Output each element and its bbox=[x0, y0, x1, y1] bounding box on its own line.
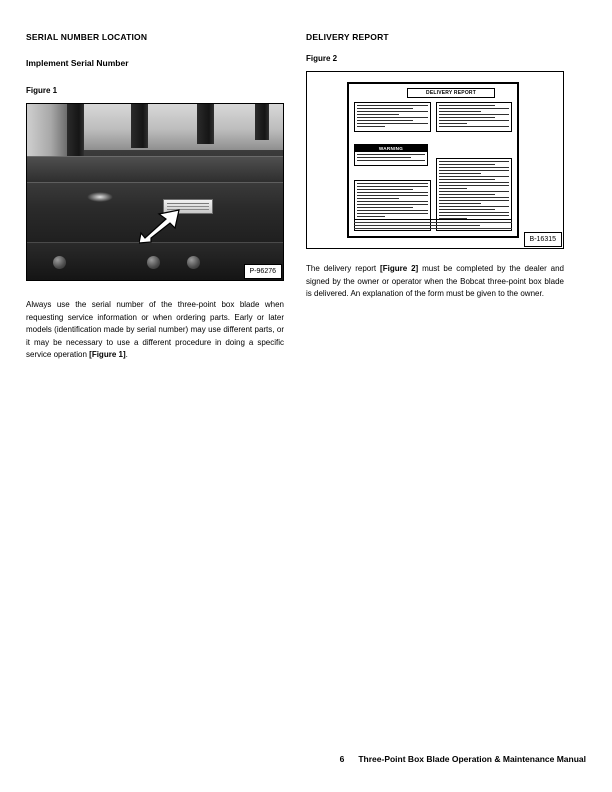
paragraph-text-part-1: Always use the serial number of the three-point box blade when requesting service information or when ordering parts. Early or later models (identification made by serial number) may use different parts, or it may be necessary to use a different procedure in doing a specific service operation bbox=[26, 300, 284, 360]
pointer-arrow-icon bbox=[139, 208, 181, 244]
form-box-top-right bbox=[436, 102, 513, 132]
delivery-report-form-title: DELIVERY REPORT bbox=[407, 88, 495, 98]
page-number: 6 bbox=[339, 754, 345, 764]
delivery-report-top-boxes bbox=[354, 102, 512, 132]
photo-post-4 bbox=[255, 104, 269, 140]
photo-specular-highlight bbox=[87, 192, 113, 202]
section-title-delivery-report: DELIVERY REPORT bbox=[306, 32, 389, 42]
paragraph-text-part-1: The delivery report bbox=[306, 264, 381, 273]
photo-bolt-3 bbox=[187, 256, 200, 269]
paragraph-text-part-2: . bbox=[125, 350, 128, 360]
form-footer-lines bbox=[354, 219, 512, 231]
manual-title: Three-Point Box Blade Operation & Maintenance Manual bbox=[358, 754, 586, 764]
section-title-serial-number-location: SERIAL NUMBER LOCATION bbox=[26, 32, 148, 42]
left-column bbox=[26, 32, 284, 362]
photo-post-3 bbox=[197, 104, 214, 144]
photo-post-1 bbox=[67, 104, 84, 156]
figure-1-code: P-96276 bbox=[244, 264, 282, 279]
delivery-report-paragraph bbox=[306, 263, 564, 301]
paragraph-text-part-2: must be completed by the dealer and signed by the owner or operator when the Bobcat three-point box blade is delivered. An explanation of the form must be given to the owner. bbox=[306, 264, 565, 299]
figure-2-reference: [Figure 2] bbox=[380, 264, 419, 273]
figure-2-illustration bbox=[306, 71, 564, 249]
warning-label: WARNING bbox=[355, 145, 427, 152]
figure-2-code: B-16315 bbox=[524, 232, 562, 247]
figure-1-photo bbox=[26, 103, 284, 281]
figure-2-label: Figure 2 bbox=[306, 54, 338, 63]
photo-bolt-1 bbox=[53, 256, 66, 269]
subsection-title-implement-serial-number: Implement Serial Number bbox=[26, 58, 129, 68]
photo-blade-top-edge bbox=[27, 156, 283, 183]
right-column bbox=[306, 32, 564, 301]
form-box-top-left bbox=[354, 102, 431, 132]
serial-number-paragraph bbox=[26, 299, 284, 362]
photo-post-2 bbox=[131, 104, 148, 148]
figure-1-reference: [Figure 1] bbox=[89, 350, 126, 360]
delivery-report-sheet bbox=[349, 84, 517, 236]
photo-bolt-2 bbox=[147, 256, 160, 269]
delivery-report-sheet-border bbox=[347, 82, 519, 238]
page-footer bbox=[26, 754, 586, 764]
figure-1-label: Figure 1 bbox=[26, 86, 58, 95]
